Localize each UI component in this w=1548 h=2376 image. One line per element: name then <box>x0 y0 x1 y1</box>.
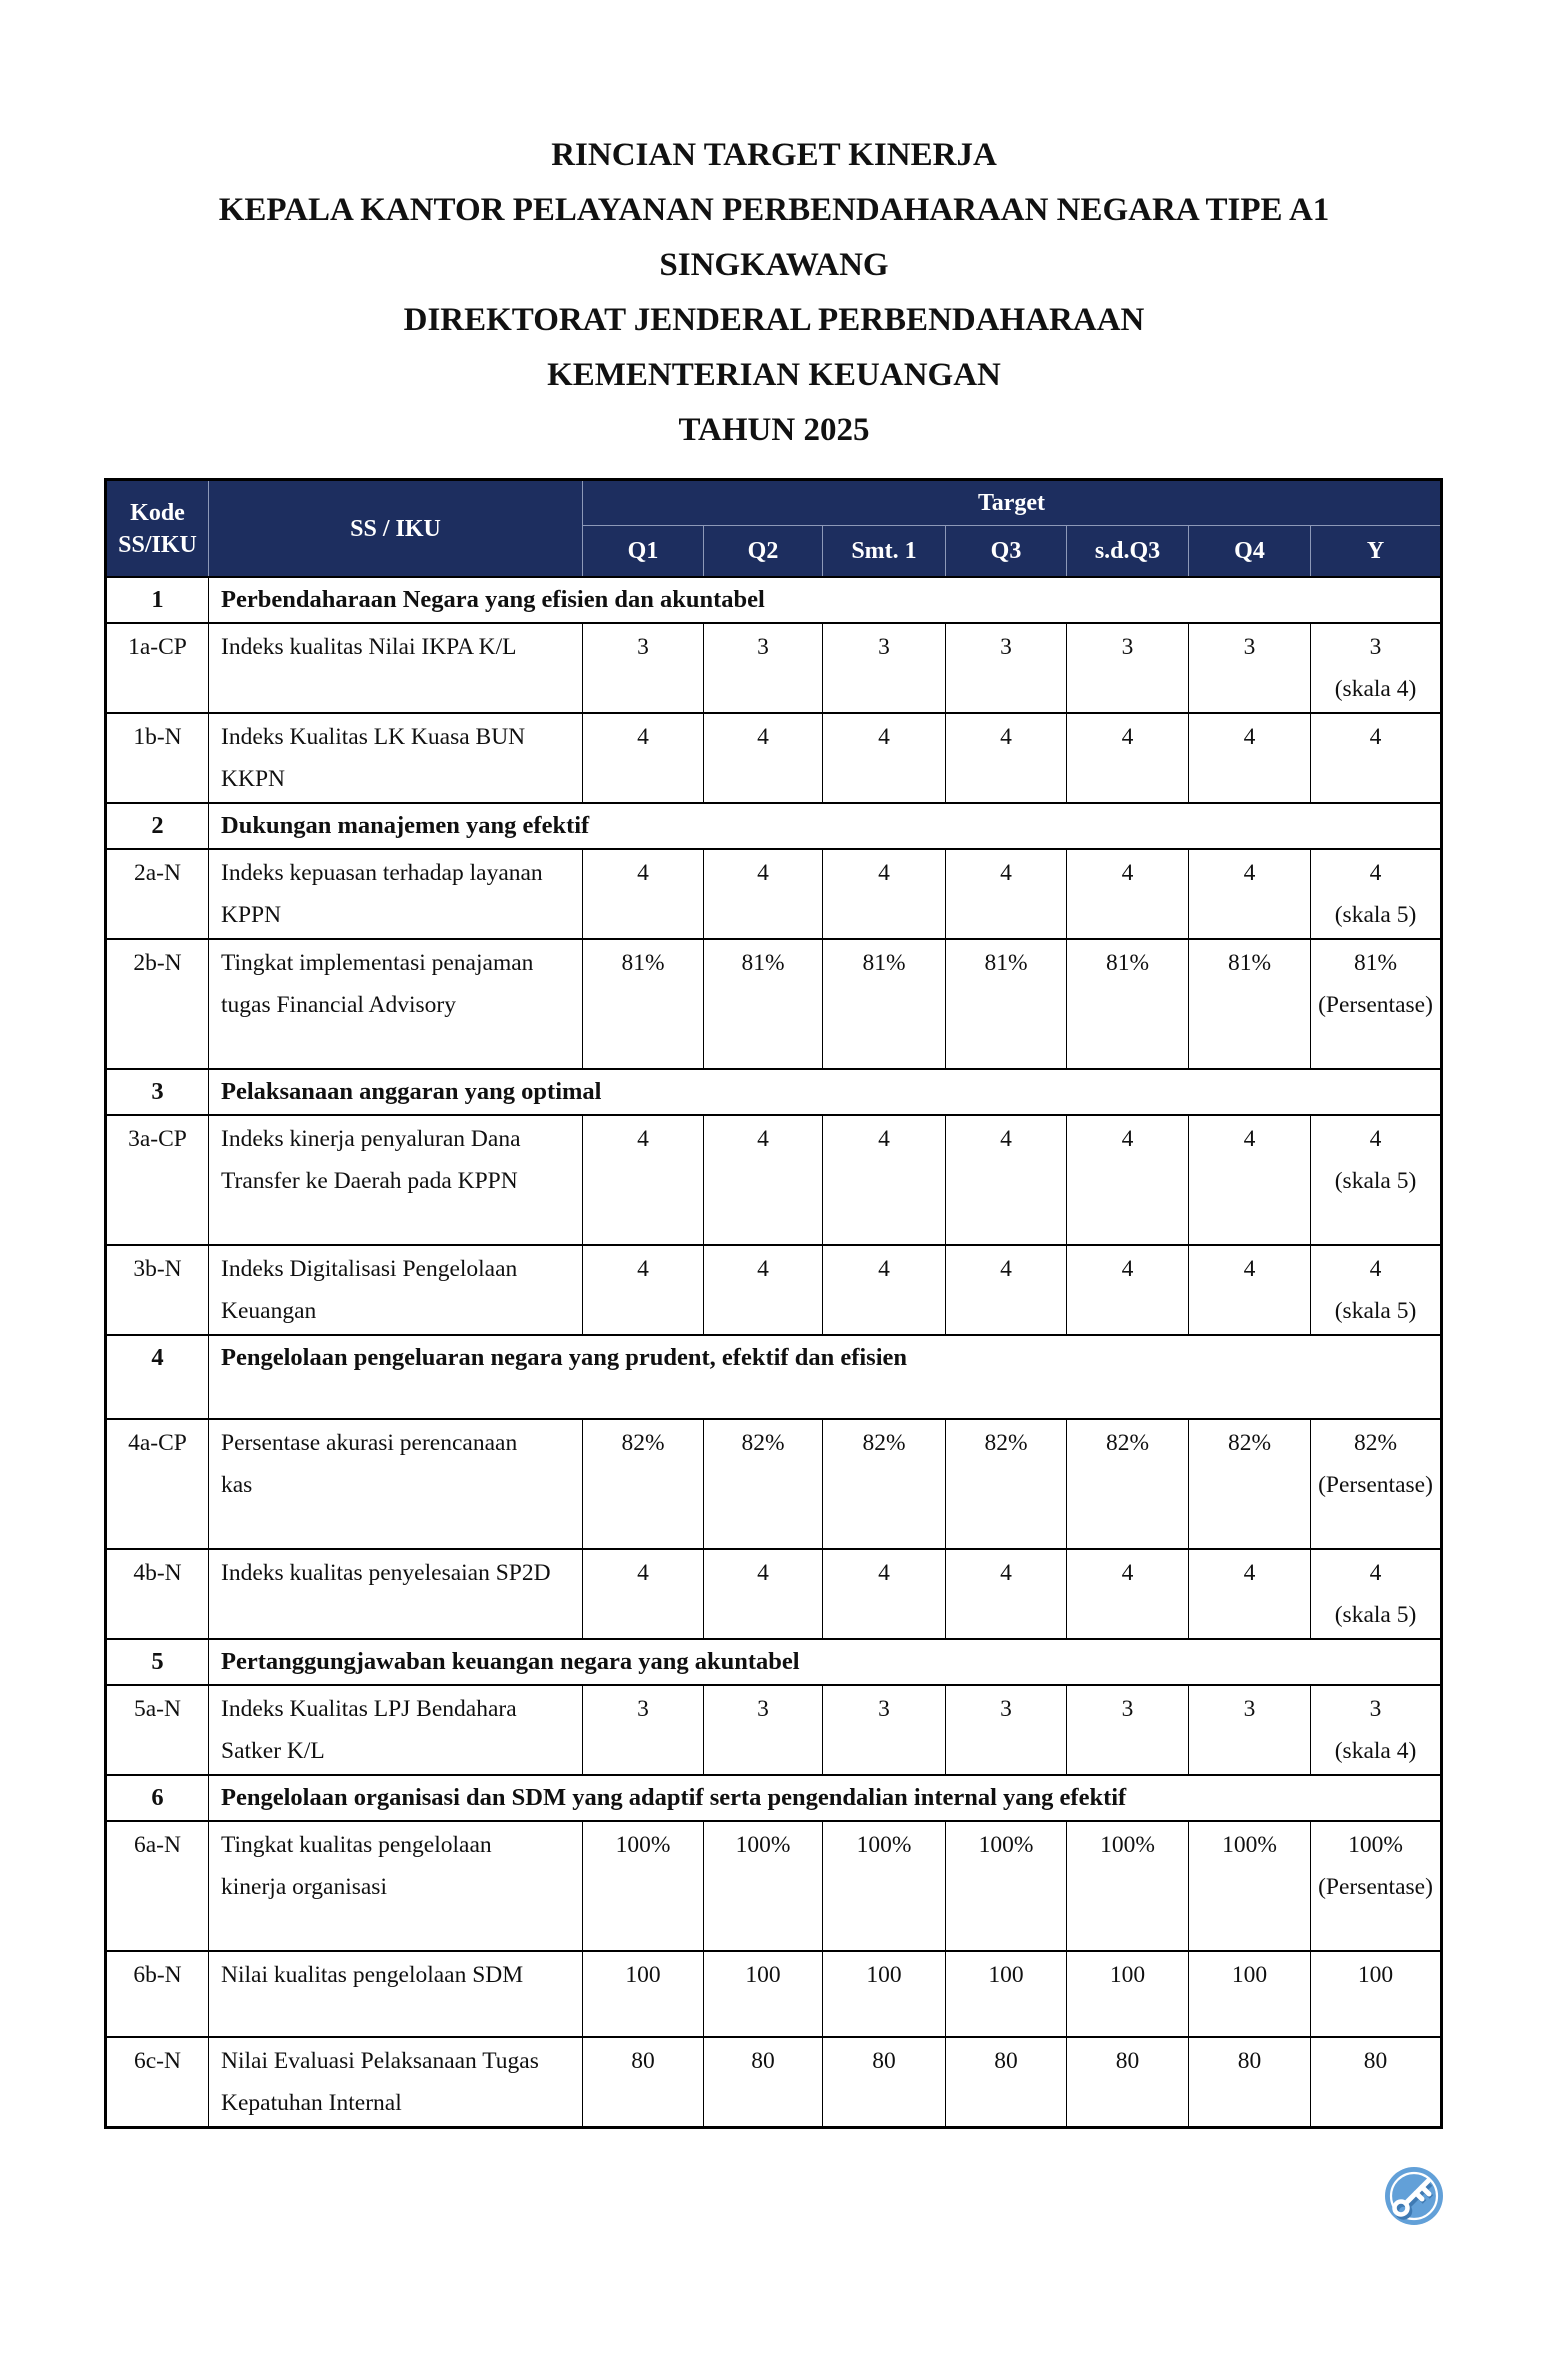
target-value: 4 <box>1067 1245 1189 1335</box>
target-value: 3 <box>1189 623 1311 713</box>
year-value-scale-note: (skala 4) <box>1334 1738 1417 1764</box>
header-group-row <box>106 480 1442 526</box>
indicator-code: 3b-N <box>106 1245 209 1335</box>
data-row <box>106 2037 1442 2128</box>
target-value: 100% <box>704 1821 823 1951</box>
target-value: 4 <box>583 713 704 803</box>
target-value: 80 <box>823 2037 946 2128</box>
indicator-code: 1b-N <box>106 713 209 803</box>
target-value: 4 <box>704 1245 823 1335</box>
target-value-year <box>1311 1951 1442 2037</box>
target-value-year <box>1311 1821 1442 1951</box>
year-value-scale-note: (skala 5) <box>1334 1602 1417 1628</box>
target-value: 4 <box>823 713 946 803</box>
indicator-code: 6a-N <box>106 1821 209 1951</box>
target-value: 4 <box>704 1115 823 1245</box>
indicator-code: 2b-N <box>106 939 209 1069</box>
indicator-label: Nilai kualitas pengelolaan SDM <box>209 1951 583 2037</box>
target-value: 100% <box>583 1821 704 1951</box>
indicator-label: Indeks Digitalisasi Pengelolaan Keuangan <box>209 1245 583 1335</box>
indicator-label: Indeks kualitas penyelesaian SP2D <box>209 1549 583 1639</box>
year-value-scale-note: (skala 5) <box>1334 1298 1417 1324</box>
target-value-year <box>1311 939 1442 1069</box>
year-value-scale-note: (skala 5) <box>1334 1168 1417 1194</box>
data-row <box>106 1951 1442 2037</box>
header-period-q2: Q2 <box>704 526 823 578</box>
section-row <box>106 803 1442 849</box>
target-value: 4 <box>823 1549 946 1639</box>
header-period-smt-1: Smt. 1 <box>823 526 946 578</box>
year-value: 81% <box>1353 950 1398 976</box>
indicator-label: Indeks Kualitas LK Kuasa BUN KKPN <box>209 713 583 803</box>
year-value-scale-note: (Persentase) <box>1318 992 1433 1018</box>
header-period-q3: Q3 <box>946 526 1067 578</box>
target-value: 80 <box>1067 2037 1189 2128</box>
year-value: 100% <box>1348 1832 1403 1858</box>
target-value: 82% <box>1067 1419 1189 1549</box>
target-value: 81% <box>946 939 1067 1069</box>
data-row <box>106 1821 1442 1951</box>
header-period-q1: Q1 <box>583 526 704 578</box>
target-value: 4 <box>1067 713 1189 803</box>
target-value: 4 <box>1189 849 1311 939</box>
target-value-year <box>1311 1115 1442 1245</box>
year-value: 4 <box>1369 860 1382 886</box>
target-value: 82% <box>823 1419 946 1549</box>
indicator-label: Indeks kualitas Nilai IKPA K/L <box>209 623 583 713</box>
section-row <box>106 1069 1442 1115</box>
indicator-code: 1a-CP <box>106 623 209 713</box>
target-value: 80 <box>1189 2037 1311 2128</box>
performance-target-table <box>104 478 1443 2129</box>
target-value: 82% <box>946 1419 1067 1549</box>
indicator-code: 4b-N <box>106 1549 209 1639</box>
section-row <box>106 1639 1442 1685</box>
year-value: 100 <box>1357 1962 1394 1988</box>
target-value: 80 <box>583 2037 704 2128</box>
target-value: 82% <box>704 1419 823 1549</box>
indicator-label: Indeks kepuasan terhadap layanan KPPN <box>209 849 583 939</box>
target-value: 100 <box>1189 1951 1311 2037</box>
section-code: 3 <box>106 1069 209 1115</box>
indicator-label: Indeks kinerja penyaluran Dana Transfer ke Daerah pada KPPN <box>209 1115 583 1245</box>
year-value: 4 <box>1369 1126 1382 1152</box>
document-title-block <box>0 128 1548 458</box>
target-value: 100% <box>1067 1821 1189 1951</box>
target-value: 3 <box>823 1685 946 1775</box>
indicator-code: 6b-N <box>106 1951 209 2037</box>
data-row <box>106 1115 1442 1245</box>
target-value: 3 <box>583 1685 704 1775</box>
target-value: 4 <box>704 1549 823 1639</box>
target-value: 4 <box>823 1115 946 1245</box>
target-value-year <box>1311 1685 1442 1775</box>
target-value: 3 <box>946 623 1067 713</box>
header-period-y: Y <box>1311 526 1442 578</box>
section-title: Pertanggungjawaban keuangan negara yang akuntabel <box>209 1639 1442 1685</box>
header-kode-ss-iku: Kode SS/IKU <box>106 480 209 578</box>
target-value: 4 <box>1067 1549 1189 1639</box>
target-value-year <box>1311 623 1442 713</box>
target-value: 3 <box>704 623 823 713</box>
year-value: 82% <box>1353 1430 1398 1456</box>
section-row <box>106 577 1442 623</box>
section-code: 5 <box>106 1639 209 1685</box>
header-period-s-d-q3: s.d.Q3 <box>1067 526 1189 578</box>
target-value: 3 <box>583 623 704 713</box>
data-row <box>106 939 1442 1069</box>
target-value-year <box>1311 849 1442 939</box>
target-value: 100 <box>1067 1951 1189 2037</box>
target-value-year <box>1311 713 1442 803</box>
target-value: 80 <box>704 2037 823 2128</box>
indicator-code: 4a-CP <box>106 1419 209 1549</box>
indicator-code: 2a-N <box>106 849 209 939</box>
target-value: 4 <box>1189 1549 1311 1639</box>
indicator-code: 6c-N <box>106 2037 209 2128</box>
target-value: 100 <box>704 1951 823 2037</box>
target-value-year <box>1311 1419 1442 1549</box>
target-value: 100 <box>823 1951 946 2037</box>
target-value: 4 <box>583 1245 704 1335</box>
title-line-6: TAHUN 2025 <box>678 412 870 448</box>
target-value: 4 <box>1189 713 1311 803</box>
header-period-q4: Q4 <box>1189 526 1311 578</box>
section-code: 4 <box>106 1335 209 1419</box>
year-value-scale-note: (skala 5) <box>1334 902 1417 928</box>
table-header <box>106 480 1442 578</box>
year-value: 4 <box>1369 1560 1382 1586</box>
target-value: 4 <box>1067 849 1189 939</box>
section-row <box>106 1775 1442 1821</box>
year-value: 4 <box>1369 1256 1382 1282</box>
target-value: 82% <box>583 1419 704 1549</box>
target-value: 4 <box>583 1115 704 1245</box>
target-value: 81% <box>583 939 704 1069</box>
year-value-scale-note: (Persentase) <box>1318 1874 1433 1900</box>
data-row <box>106 713 1442 803</box>
data-row <box>106 1419 1442 1549</box>
target-value: 3 <box>1067 1685 1189 1775</box>
section-title: Pelaksanaan anggaran yang optimal <box>209 1069 1442 1115</box>
target-value: 4 <box>704 849 823 939</box>
target-value: 100 <box>946 1951 1067 2037</box>
target-value: 4 <box>823 1245 946 1335</box>
year-value: 4 <box>1369 724 1382 750</box>
target-value: 81% <box>823 939 946 1069</box>
year-value: 3 <box>1369 1696 1382 1722</box>
target-value: 3 <box>1067 623 1189 713</box>
treasury-key-logo <box>1384 2166 1444 2226</box>
section-code: 6 <box>106 1775 209 1821</box>
data-row <box>106 849 1442 939</box>
target-value: 100% <box>1189 1821 1311 1951</box>
section-code: 2 <box>106 803 209 849</box>
target-value: 100 <box>583 1951 704 2037</box>
title-line-1: RINCIAN TARGET KINERJA <box>551 137 997 173</box>
target-value: 4 <box>946 849 1067 939</box>
indicator-label: Tingkat implementasi penajaman tugas Financial Advisory <box>209 939 583 1069</box>
data-row <box>106 1245 1442 1335</box>
year-value: 3 <box>1369 634 1382 660</box>
year-value-scale-note: (Persentase) <box>1318 1472 1433 1498</box>
key-icon <box>1384 2166 1444 2226</box>
target-value-year <box>1311 1245 1442 1335</box>
target-value: 100% <box>823 1821 946 1951</box>
year-value-scale-note: (skala 4) <box>1334 676 1417 702</box>
year-value: 80 <box>1363 2048 1388 2074</box>
target-value: 3 <box>823 623 946 713</box>
target-value: 4 <box>823 849 946 939</box>
title-line-3: SINGKAWANG <box>659 247 889 283</box>
header-ss-iku: SS / IKU <box>209 480 583 578</box>
header-target: Target <box>583 480 1442 526</box>
target-value: 4 <box>1189 1245 1311 1335</box>
title-line-2: KEPALA KANTOR PELAYANAN PERBENDAHARAAN NEGARA TIPE A1 <box>218 192 1330 228</box>
target-value: 4 <box>946 1115 1067 1245</box>
target-value: 4 <box>946 713 1067 803</box>
indicator-code: 5a-N <box>106 1685 209 1775</box>
section-title: Perbendaharaan Negara yang efisien dan akuntabel <box>209 577 1442 623</box>
target-value: 81% <box>1067 939 1189 1069</box>
target-value: 80 <box>946 2037 1067 2128</box>
indicator-label: Tingkat kualitas pengelolaan kinerja organisasi <box>209 1821 583 1951</box>
target-value: 4 <box>583 1549 704 1639</box>
section-code: 1 <box>106 577 209 623</box>
section-title: Pengelolaan organisasi dan SDM yang adaptif serta pengendalian internal yang efektif <box>209 1775 1442 1821</box>
target-value: 3 <box>946 1685 1067 1775</box>
table-body <box>106 577 1442 2128</box>
data-row <box>106 1549 1442 1639</box>
section-title: Dukungan manajemen yang efektif <box>209 803 1442 849</box>
target-value: 82% <box>1189 1419 1311 1549</box>
target-value: 4 <box>583 849 704 939</box>
target-value: 4 <box>946 1549 1067 1639</box>
data-row <box>106 1685 1442 1775</box>
target-value: 4 <box>946 1245 1067 1335</box>
indicator-label: Indeks Kualitas LPJ Bendahara Satker K/L <box>209 1685 583 1775</box>
target-value: 3 <box>704 1685 823 1775</box>
indicator-code: 3a-CP <box>106 1115 209 1245</box>
section-title: Pengelolaan pengeluaran negara yang prudent, efektif dan efisien <box>209 1335 1442 1419</box>
target-value-year <box>1311 1549 1442 1639</box>
target-value: 100% <box>946 1821 1067 1951</box>
indicator-label: Nilai Evaluasi Pelaksanaan Tugas Kepatuhan Internal <box>209 2037 583 2128</box>
title-line-5: KEMENTERIAN KEUANGAN <box>547 357 1001 393</box>
target-value: 4 <box>1067 1115 1189 1245</box>
target-value: 4 <box>1189 1115 1311 1245</box>
target-value-year <box>1311 2037 1442 2128</box>
target-value: 81% <box>704 939 823 1069</box>
indicator-label: Persentase akurasi perencanaan kas <box>209 1419 583 1549</box>
title-line-4: DIREKTORAT JENDERAL PERBENDAHARAAN <box>403 302 1145 338</box>
target-value: 3 <box>1189 1685 1311 1775</box>
section-row <box>106 1335 1442 1419</box>
data-row <box>106 623 1442 713</box>
target-value: 4 <box>704 713 823 803</box>
target-value: 81% <box>1189 939 1311 1069</box>
